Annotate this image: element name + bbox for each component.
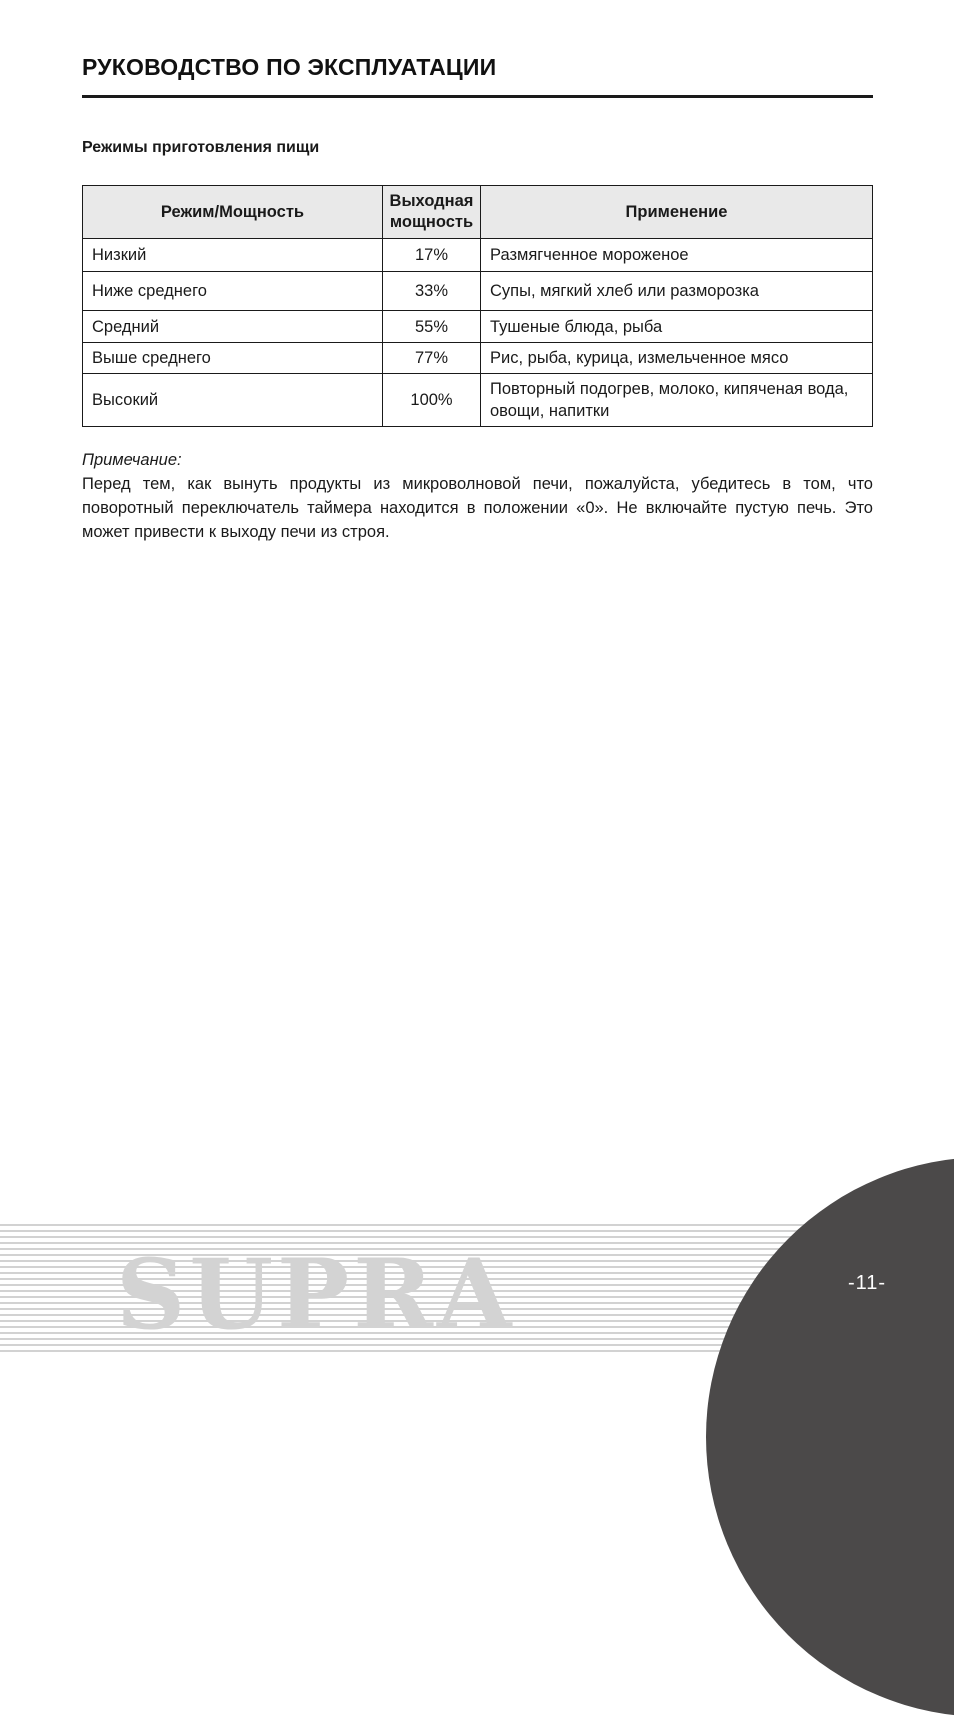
note-label: Примечание:	[82, 451, 182, 469]
cell-power: 55%	[383, 311, 481, 343]
header-usage: Применение	[481, 186, 873, 239]
cell-power: 77%	[383, 343, 481, 374]
cell-usage: Размягченное мороженое	[481, 239, 873, 272]
section-title: Режимы приготовления пищи	[82, 139, 320, 156]
page-title: РУКОВОДСТВО ПО ЭКСПЛУАТАЦИИ	[82, 54, 497, 80]
cell-power: 17%	[383, 239, 481, 272]
table-header-row	[83, 186, 873, 239]
cooking-modes-table	[82, 185, 873, 427]
table-row	[83, 311, 873, 343]
table-row	[83, 343, 873, 374]
header-power: Выходная мощность	[383, 186, 481, 239]
cell-mode: Выше среднего	[83, 343, 383, 374]
table-row	[83, 374, 873, 427]
cell-usage: Повторный подогрев, молоко, кипяченая вода, овощи, напитки	[481, 374, 873, 427]
table-row	[83, 239, 873, 272]
table-row	[83, 272, 873, 311]
cell-mode: Низкий	[83, 239, 383, 272]
header-divider	[82, 95, 873, 98]
page-number: -11-	[848, 1272, 887, 1294]
cell-mode: Высокий	[83, 374, 383, 427]
header-mode: Режим/Мощность	[83, 186, 383, 239]
supra-logo: SUPRA	[116, 1238, 516, 1351]
cell-usage: Рис, рыба, курица, измельченное мясо	[481, 343, 873, 374]
cell-usage: Тушеные блюда, рыба	[481, 311, 873, 343]
cell-power: 33%	[383, 272, 481, 311]
note-text: Перед тем, как вынуть продукты из микроволновой печи, пожалуйста, убедитесь в том, что поворотный переключатель таймера находится в положении «0». Не включайте пустую печь. Это может привести к выходу печи из строя.	[82, 475, 873, 541]
cell-power: 100%	[383, 374, 481, 427]
cell-mode: Средний	[83, 311, 383, 343]
note-block	[82, 448, 873, 544]
cell-usage: Супы, мягкий хлеб или разморозка	[481, 272, 873, 311]
cell-mode: Ниже среднего	[83, 272, 383, 311]
